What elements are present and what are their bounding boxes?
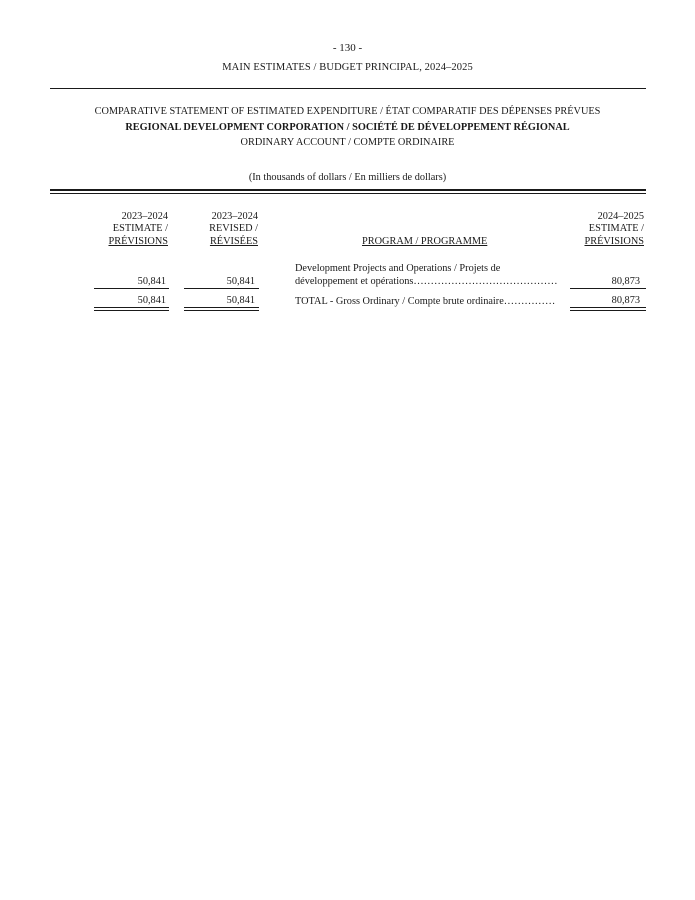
total-double-rule <box>94 310 169 311</box>
col-header-line: 2023–2024 <box>211 211 258 222</box>
program-line: développement et opérations…………………………………… <box>295 276 558 287</box>
col-header-line: RÉVISÉES <box>209 235 258 247</box>
col-header-estimate-current <box>570 211 644 248</box>
total-double-rule <box>184 310 259 311</box>
account-title: ORDINARY ACCOUNT / COMPTE ORDINAIRE <box>240 137 455 148</box>
subtotal-rule <box>570 288 646 289</box>
total-double-rule <box>570 310 646 311</box>
total-revised-prev: 50,841 <box>226 295 255 306</box>
total-double-rule <box>94 307 169 308</box>
cell-estimate-current: 80,873 <box>611 276 640 287</box>
subtotal-rule <box>94 288 169 289</box>
header-rule <box>50 88 646 89</box>
running-title: MAIN ESTIMATES / BUDGET PRINCIPAL, 2024–2025 <box>222 62 473 73</box>
subtotal-rule <box>184 288 259 289</box>
col-header-estimate-prev <box>94 211 168 248</box>
col-header-line: PRÉVISIONS <box>108 235 168 247</box>
cell-program <box>295 262 565 288</box>
cell-estimate-prev: 50,841 <box>137 276 166 287</box>
department-title: REGIONAL DEVELOPMENT CORPORATION / SOCIÉTÉ DE DÉVELOPPEMENT RÉGIONAL <box>125 122 570 133</box>
total-double-rule <box>570 307 646 308</box>
statement-title: COMPARATIVE STATEMENT OF ESTIMATED EXPENDITURE / ÉTAT COMPARATIF DES DÉPENSES PRÉVUES <box>94 106 601 117</box>
col-header-line: ESTIMATE / <box>588 223 644 235</box>
col-header-line: PRÉVISIONS <box>584 235 644 247</box>
col-header-line: REVISED / <box>209 223 258 235</box>
table-top-rule-thick <box>50 189 646 191</box>
program-line: Development Projects and Operations / Projets de <box>295 263 501 274</box>
col-header-program: PROGRAM / PROGRAMME <box>362 236 488 247</box>
col-header-line: ESTIMATE / <box>112 223 168 235</box>
col-header-revised-prev <box>184 211 258 248</box>
page-number: - 130 - <box>332 42 363 54</box>
units-note: (In thousands of dollars / En milliers de dollars) <box>248 172 447 183</box>
cell-revised-prev: 50,841 <box>226 276 255 287</box>
total-double-rule <box>184 307 259 308</box>
total-program: TOTAL - Gross Ordinary / Compte brute ordinaire…………… <box>295 296 556 307</box>
total-estimate-prev: 50,841 <box>137 295 166 306</box>
col-header-line: 2024–2025 <box>597 211 644 222</box>
total-estimate-current: 80,873 <box>611 295 640 306</box>
table-top-rule-thin <box>50 193 646 194</box>
col-header-line: 2023–2024 <box>121 211 168 222</box>
